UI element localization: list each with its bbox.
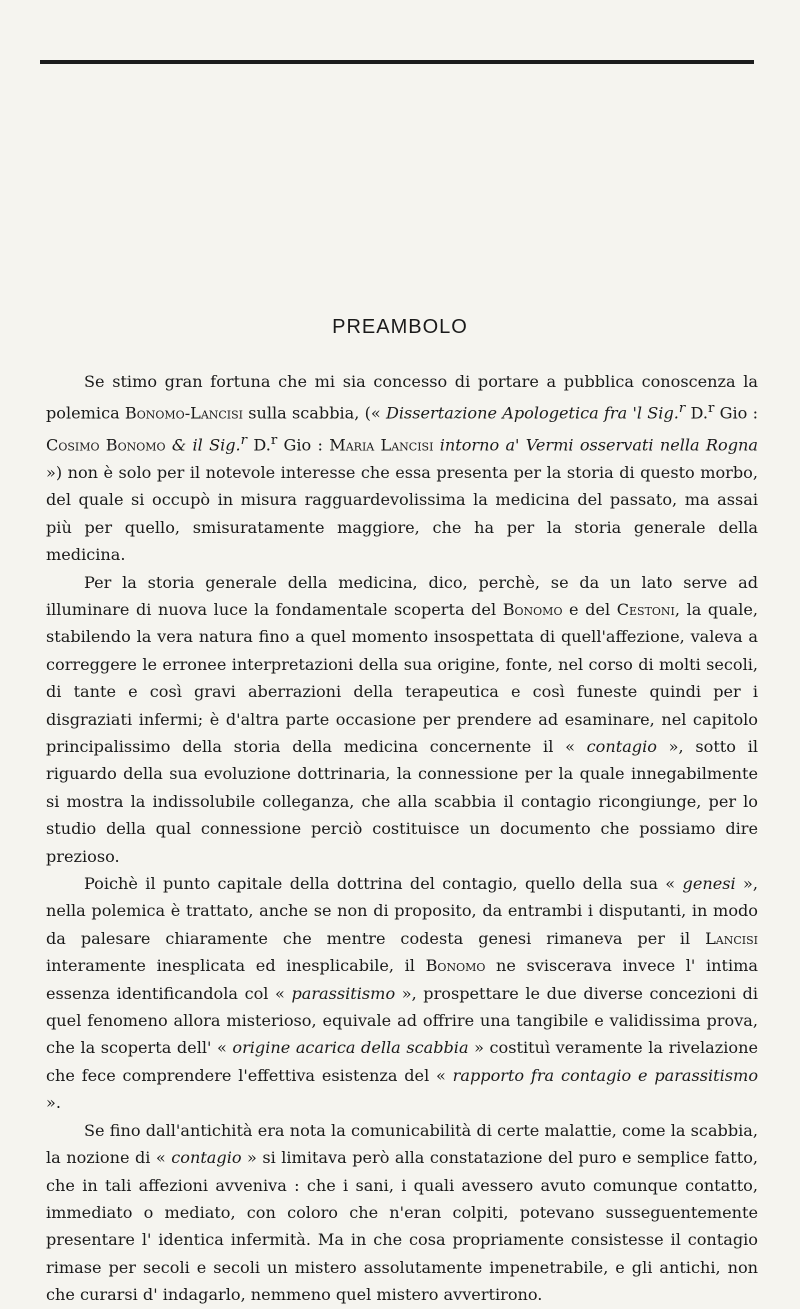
text: ») non è solo per il notevole interesse che essa presenta per la storia di questo morbo, del quale si occupò in misura ragguardevolissima la medicina del passato, ma assai più per quello, smisuratamente maggiore, che ha per la storia generale della medicina. — [46, 462, 758, 565]
text: sulla scabbia, (« — [243, 403, 386, 423]
text: », prospettare le due diverse concezioni di quel fenomeno allora misterioso, equivale ad offrire una tangibile e validissima prova, che la scoperta dell' « — [46, 983, 759, 1058]
body-text — [46, 368, 758, 1309]
top-rule — [40, 60, 754, 64]
paragraph-2 — [46, 569, 758, 870]
text: Gio : — [714, 403, 758, 423]
author-name: Bonomo — [425, 956, 486, 976]
work-title: & il Sig. — [171, 435, 241, 455]
work-title: intorno a' Vermi osservati nella Rogna — [439, 435, 758, 455]
text: Poichè il punto capitale della dottrina del contagio, quello della sua « — [84, 874, 683, 894]
term: origine acarica della scabbia — [232, 1038, 469, 1058]
term: contagio — [586, 737, 657, 756]
text: interamente inesplicata ed inesplicabile, il — [46, 956, 426, 976]
superscript: r — [240, 433, 248, 449]
paragraph-3 — [46, 870, 758, 1117]
text: », sotto il riguardo della sua evoluzione dottrinaria, la connessione per la quale innegabilmente si mostra la indissolubile colleganza, che alla scabbia il contagio ricongiunge, per lo studio della qual connessione perciò costituisce un documento che possiamo dire prezioso. — [46, 737, 758, 866]
term: genesi — [682, 874, 736, 894]
term: contagio — [171, 1148, 242, 1168]
author-name: Bonomo — [502, 599, 563, 619]
paragraph-4 — [46, 1117, 758, 1309]
text: e del — [562, 599, 617, 619]
term: parassitismo — [291, 983, 396, 1003]
text: Per la storia generale della medicina, dico, perchè, se da un lato serve ad illuminare di nuova luce la fondamentale scoperta del — [46, 572, 758, 619]
text: D. — [685, 403, 708, 423]
author-name: Cosimo Bonomo — [46, 435, 166, 455]
text: ne sviscerava invece l' intima essenza identificandola col « — [46, 956, 758, 1003]
work-title: Dissertazione Apologetica fra 'l Sig. — [385, 403, 679, 423]
text: D. — [247, 435, 271, 455]
text: , la quale, stabilendo la vera natura fino a quel momento insospettata di quell'affezione, valeva a correggere le erronee interpretazioni della sua origine, fonte, nel corso di molti secoli, di tante e così gravi aberrazioni della terapeutica e così funeste quindi per i disgraziati infermi; è d'altra parte occasione per prendere ad esaminare, nel capitolo principalissimo della storia della medicina concernente il « — [46, 599, 758, 756]
author-names: Bonomo-Lancisi — [124, 403, 244, 423]
text: Gio : — [277, 435, 330, 455]
text: ». — [46, 1093, 61, 1113]
author-name: Maria Lancisi — [329, 435, 434, 455]
superscript: r — [270, 433, 278, 449]
superscript: r — [678, 401, 686, 417]
text: Se fino dall'antichità era nota la comunicabilità di certe malattie, come la scabbia, la nozione di « — [46, 1120, 758, 1168]
page-title: PREAMBOLO — [332, 316, 468, 338]
author-name: Cestoni — [616, 599, 675, 619]
text: », nella polemica è trattato, anche se non di proposito, da entrambi i disputanti, in modo da palesare chiaramente che mentre codesta genesi rimaneva per il — [46, 874, 758, 948]
paragraph-1 — [46, 368, 758, 569]
text: » si limitava però alla constatazione del puro e semplice fatto, che in tali affezioni avveniva : che i sani, i quali avessero avuto comunque contatto, immediato o mediato, con coloro che n'eran colpiti, potevano susseguentemente presentare l' identica infermità. Ma in che cosa propriamente consistesse il contagio rimase per secoli e secoli un mistero assolutamente impenetrabile, e gli antichi, non che curarsi d' indagarlo, nemmeno quel mistero avvertirono. — [46, 1148, 758, 1305]
author-name: Lancisi — [705, 928, 758, 948]
superscript: r — [707, 401, 715, 417]
term: rapporto fra contagio e parassitismo — [452, 1065, 759, 1085]
text: » costituì veramente la rivelazione che fece comprendere l'effettiva esistenza del « — [46, 1038, 758, 1085]
text: Se stimo gran fortuna che mi sia concesso di portare a pubblica conoscenza la polemica — [46, 372, 758, 423]
